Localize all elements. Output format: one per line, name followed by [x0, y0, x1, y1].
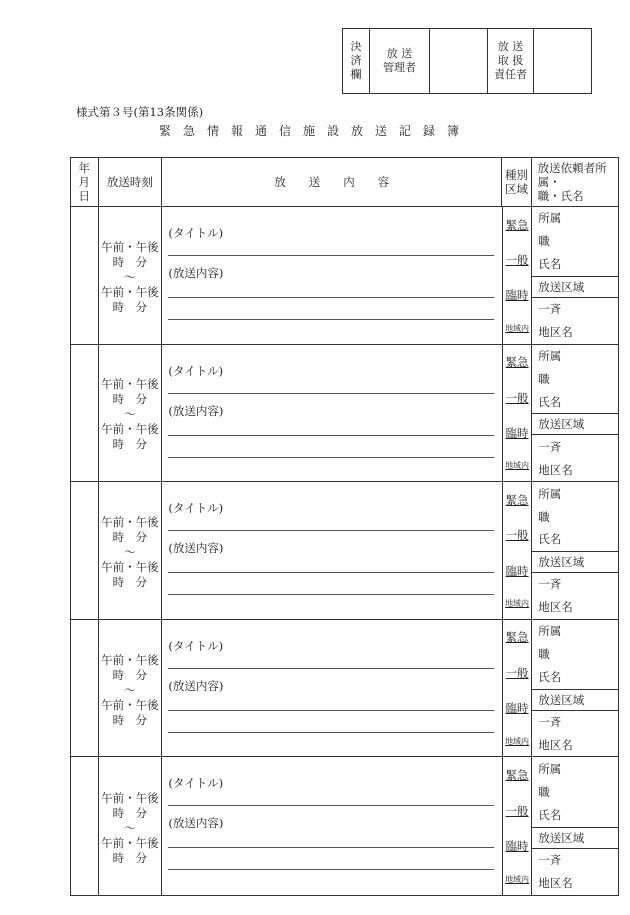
requester-info [532, 620, 618, 690]
req-affiliation: 所属 [538, 211, 562, 226]
req-district: 地区名 [538, 876, 573, 891]
req-position: 職 [538, 371, 550, 386]
type-emergency[interactable]: 緊急 [505, 217, 529, 232]
type-area[interactable]: 地域内 [505, 736, 530, 746]
content-field[interactable] [161, 757, 502, 895]
type-general[interactable]: 一般 [505, 528, 529, 543]
content-body-label: (放送内容) [168, 678, 224, 693]
time-start-hm: 時 分 [112, 529, 148, 544]
time-start-hm: 時 分 [112, 667, 148, 682]
time-start-ampm: 午前・午後 [101, 514, 159, 529]
req-district: 地区名 [538, 737, 573, 752]
content-body-label: (放送内容) [168, 403, 224, 418]
officer-signature-field[interactable] [533, 29, 591, 93]
time-end-ampm: 午前・午後 [101, 559, 159, 574]
type-temporary[interactable]: 臨時 [505, 839, 529, 854]
body-line[interactable] [168, 457, 494, 458]
time-start-ampm: 午前・午後 [101, 790, 159, 805]
content-field[interactable] [161, 207, 502, 344]
req-position: 職 [538, 785, 550, 800]
req-area-head: 放送区域 [532, 414, 618, 435]
type-temporary[interactable]: 臨時 [505, 701, 529, 716]
record-row [71, 345, 618, 483]
time-field[interactable] [98, 620, 162, 757]
time-start-ampm: 午前・午後 [101, 377, 159, 392]
page-title: 緊急情報通信施設放送記録簿 [158, 124, 471, 138]
type-emergency[interactable]: 緊急 [505, 355, 529, 370]
broadcast-area [532, 849, 618, 895]
time-field[interactable] [98, 482, 162, 619]
type-field[interactable] [502, 620, 531, 757]
record-row [71, 757, 618, 895]
requester-info [532, 757, 618, 827]
req-area-head: 放送区域 [532, 552, 618, 573]
type-area[interactable]: 地域内 [505, 461, 530, 471]
requester-field[interactable] [531, 757, 618, 895]
body-line[interactable] [168, 710, 494, 711]
type-temporary[interactable]: 臨時 [505, 426, 529, 441]
body-line[interactable] [168, 435, 494, 436]
body-line[interactable] [168, 319, 494, 320]
body-line[interactable] [168, 732, 494, 733]
time-end-hm: 時 分 [112, 712, 148, 727]
body-line[interactable] [168, 869, 494, 870]
title-line[interactable] [168, 530, 494, 531]
record-row [71, 482, 618, 620]
time-tilde: ～ [124, 407, 136, 422]
req-all: 一斉 [538, 577, 562, 592]
type-field[interactable] [502, 757, 531, 895]
req-affiliation: 所属 [538, 349, 562, 364]
content-body-label: (放送内容) [168, 541, 224, 556]
header-type: 種別 区域 [501, 158, 530, 206]
time-tilde: ～ [124, 269, 136, 284]
type-emergency[interactable]: 緊急 [505, 768, 529, 783]
time-field[interactable] [98, 345, 162, 482]
req-area-head: 放送区域 [532, 277, 618, 298]
broadcast-area [532, 435, 618, 481]
time-start-hm: 時 分 [112, 805, 148, 820]
date-field[interactable] [71, 482, 98, 619]
req-name: 氏名 [538, 532, 562, 547]
content-field[interactable] [161, 620, 502, 757]
body-line[interactable] [168, 297, 494, 298]
req-all: 一斉 [538, 853, 562, 868]
settled-label: 決 済 欄 [350, 40, 362, 81]
header-date: 年 月 日 [78, 161, 90, 203]
type-temporary[interactable]: 臨時 [505, 563, 529, 578]
requester-field[interactable] [531, 345, 618, 482]
header-requester: 放送依頼者所属・ 職・氏名 [531, 158, 618, 206]
req-position: 職 [538, 234, 550, 249]
type-field[interactable] [502, 482, 531, 619]
type-area[interactable]: 地域内 [505, 323, 530, 333]
req-position: 職 [538, 647, 550, 662]
time-tilde: ～ [124, 820, 136, 835]
req-area-head: 放送区域 [532, 690, 618, 711]
body-line[interactable] [168, 594, 494, 595]
broadcast-area [532, 711, 618, 757]
form-number: 様式第３号(第13条関係) [76, 105, 204, 119]
header-content: 放 送 内 容 [161, 158, 501, 206]
date-field[interactable] [71, 620, 98, 757]
time-end-ampm: 午前・午後 [101, 284, 159, 299]
req-district: 地区名 [538, 600, 573, 615]
requester-field[interactable] [531, 620, 618, 757]
content-title-label: (タイトル) [168, 776, 224, 791]
req-affiliation: 所属 [538, 761, 562, 776]
time-end-ampm: 午前・午後 [101, 697, 159, 712]
record-row [71, 207, 618, 345]
content-title-label: (タイトル) [168, 501, 224, 516]
content-body-label: (放送内容) [168, 266, 224, 280]
time-end-hm: 時 分 [112, 299, 148, 314]
req-name: 氏名 [538, 808, 562, 823]
req-name: 氏名 [538, 257, 562, 272]
record-row [71, 620, 618, 758]
time-end-hm: 時 分 [112, 574, 148, 589]
type-general[interactable]: 一般 [505, 390, 529, 405]
date-field[interactable] [71, 207, 98, 344]
time-start-ampm: 午前・午後 [101, 239, 159, 254]
requester-info [532, 482, 618, 552]
req-district: 地区名 [538, 325, 573, 340]
content-title-label: (タイトル) [168, 226, 224, 240]
time-end-hm: 時 分 [112, 437, 148, 452]
req-district: 地区名 [538, 462, 573, 477]
date-field[interactable] [71, 757, 98, 895]
time-tilde: ～ [124, 682, 136, 697]
title-line[interactable] [168, 255, 494, 256]
content-title-label: (タイトル) [168, 363, 224, 378]
content-field[interactable] [161, 345, 502, 482]
time-end-ampm: 午前・午後 [101, 835, 159, 850]
manager-label: 放 送 管理者 [369, 29, 429, 93]
requester-info [532, 207, 618, 277]
req-all: 一斉 [538, 714, 562, 729]
type-temporary[interactable]: 臨時 [505, 288, 529, 303]
type-area[interactable]: 地域内 [505, 599, 530, 609]
officer-label: 放 送 取 扱 責任者 [487, 29, 533, 93]
body-line[interactable] [168, 572, 494, 573]
type-area[interactable]: 地域内 [505, 875, 530, 885]
requester-field[interactable] [531, 207, 618, 344]
title-line[interactable] [168, 393, 494, 394]
req-affiliation: 所属 [538, 486, 562, 501]
req-area-head: 放送区域 [532, 828, 618, 849]
header-time: 放送時刻 [98, 158, 162, 206]
req-all: 一斉 [538, 439, 562, 454]
time-end-ampm: 午前・午後 [101, 422, 159, 437]
type-general[interactable]: 一般 [505, 803, 529, 818]
type-general[interactable]: 一般 [505, 253, 529, 268]
type-field[interactable] [502, 207, 531, 344]
req-name: 氏名 [538, 394, 562, 409]
type-emergency[interactable]: 緊急 [505, 492, 529, 507]
req-position: 職 [538, 509, 550, 524]
type-field[interactable] [502, 345, 531, 482]
time-tilde: ～ [124, 544, 136, 559]
title-line[interactable] [168, 805, 494, 806]
broadcast-area [532, 298, 618, 344]
manager-signature-field[interactable] [429, 29, 487, 93]
body-line[interactable] [168, 847, 494, 848]
requester-info [532, 345, 618, 415]
record-table [70, 157, 619, 896]
title-line[interactable] [168, 668, 494, 669]
approval-box [342, 28, 592, 94]
content-body-label: (放送内容) [168, 816, 224, 831]
time-end-hm: 時 分 [112, 850, 148, 865]
time-field[interactable] [98, 207, 162, 344]
time-start-hm: 時 分 [112, 392, 148, 407]
requester-field[interactable] [531, 482, 618, 619]
time-start-ampm: 午前・午後 [101, 652, 159, 667]
type-emergency[interactable]: 緊急 [505, 630, 529, 645]
content-field[interactable] [161, 482, 502, 619]
time-field[interactable] [98, 757, 162, 895]
req-affiliation: 所属 [538, 624, 562, 639]
req-name: 氏名 [538, 670, 562, 685]
content-title-label: (タイトル) [168, 638, 224, 653]
time-start-hm: 時 分 [112, 254, 148, 269]
type-general[interactable]: 一般 [505, 665, 529, 680]
date-field[interactable] [71, 345, 98, 482]
req-all: 一斉 [538, 302, 562, 317]
broadcast-area [532, 573, 618, 619]
table-header [71, 158, 618, 207]
